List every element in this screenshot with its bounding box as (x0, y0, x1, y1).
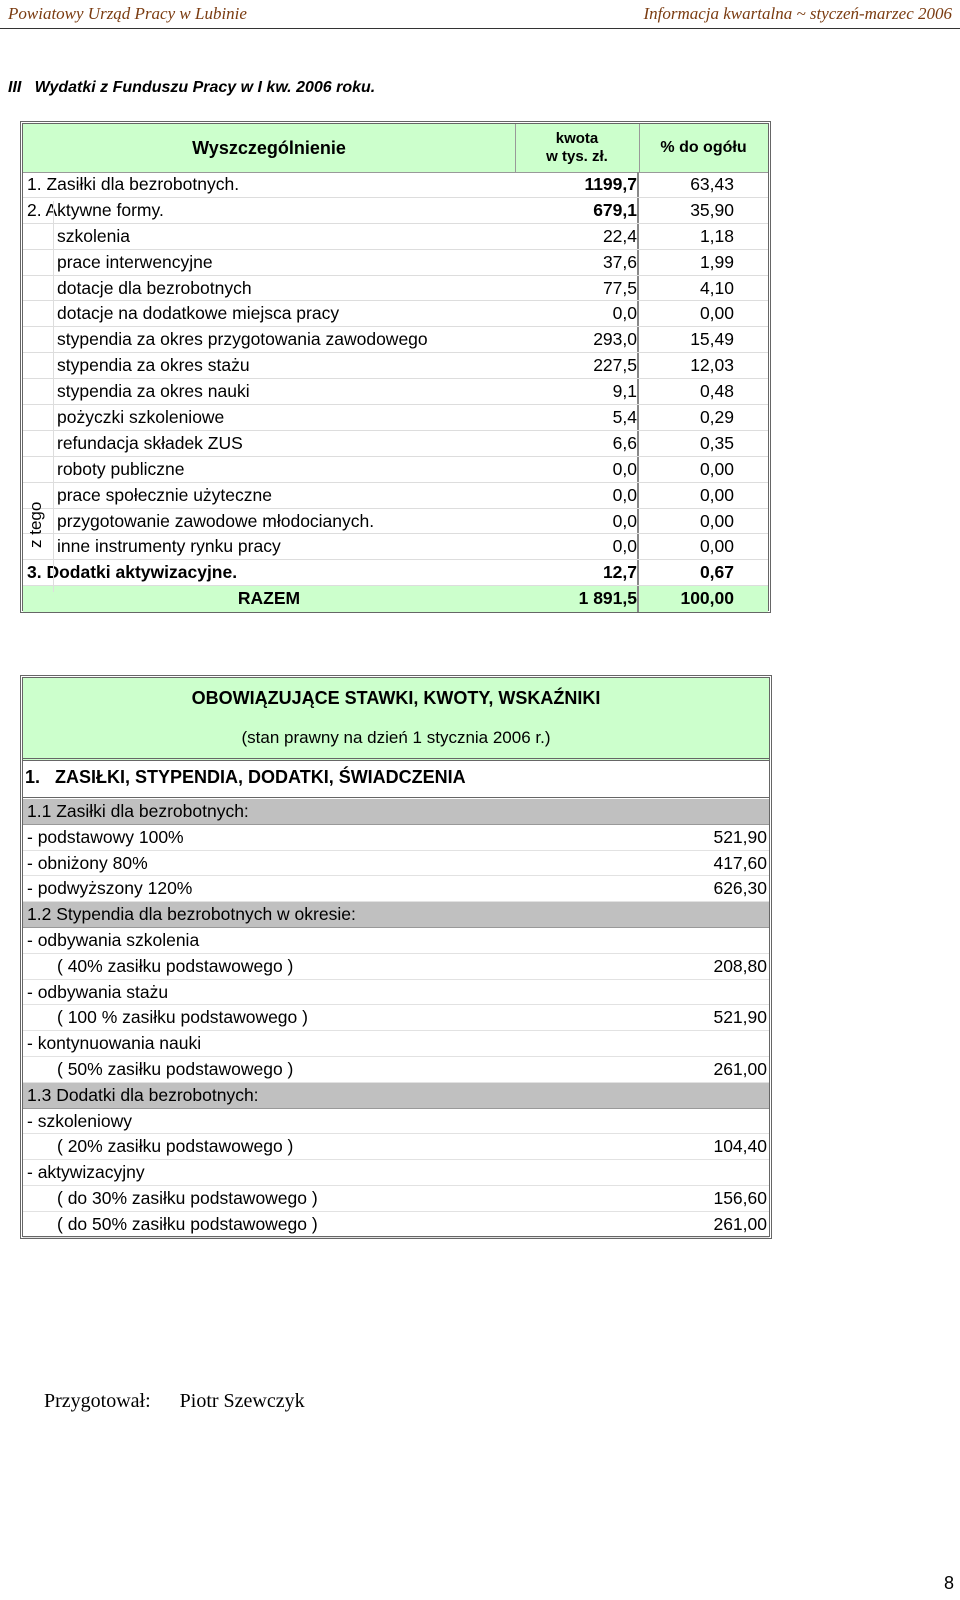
expenditure-row (23, 431, 768, 457)
rates-row (23, 1186, 769, 1212)
row-amount: 227,5 (593, 355, 637, 376)
header-office-name: Powiatowy Urząd Pracy w Lubinie (8, 4, 247, 23)
row-percent: 0,00 (699, 536, 734, 557)
row-amount: 0,0 (612, 303, 637, 324)
expenditure-row (23, 457, 768, 483)
row-amount: 0,0 (612, 484, 637, 505)
rates-row (23, 1160, 769, 1186)
row-amount: 12,7 (602, 562, 637, 583)
rate-label: - szkoleniowy (27, 1110, 133, 1131)
rates-row (23, 825, 769, 851)
subitems-divider (53, 201, 54, 592)
rates-table-subtitle: (stan prawny na dzień 1 stycznia 2006 r.) (241, 728, 551, 747)
row-label: stypendia za okres stażu (57, 355, 250, 376)
rate-value: 261,00 (713, 1213, 767, 1234)
row-amount: 0,0 (612, 510, 637, 531)
rate-value: 626,30 (713, 878, 767, 899)
rates-table-title: OBOWIĄZUJĄCE STAWKI, KWOTY, WSKAŹNIKI (191, 688, 601, 708)
row-percent: 63,43 (690, 174, 734, 194)
rate-value: 417,60 (713, 852, 767, 873)
row-label: 3. Dodatki aktywizacyjne. (27, 562, 238, 583)
expenditure-table-body (23, 172, 768, 612)
rates-row (23, 1134, 769, 1160)
row-label: prace społecznie użyteczne (57, 484, 272, 505)
row-label: refundacja składek ZUS (57, 432, 243, 453)
rates-table (20, 675, 772, 1239)
rates-row (23, 1031, 769, 1057)
row-amount: 0,0 (612, 536, 637, 557)
rates-section-label: 1. ZASIŁKI, STYPENDIA, DODATKI, ŚWIADCZENIA (25, 767, 466, 787)
rate-label: 1.3 Dodatki dla bezrobotnych: (27, 1084, 259, 1105)
rates-table-header (23, 678, 769, 761)
expenditure-row (23, 483, 768, 509)
rate-label: - kontynuowania nauki (27, 1033, 202, 1054)
expenditure-table-header (23, 124, 768, 173)
rate-label: - obniżony 80% (27, 852, 148, 873)
row-label: stypendia za okres nauki (57, 381, 250, 402)
row-percent: 4,10 (699, 277, 734, 298)
rate-label: - aktywizacyjny (27, 1162, 145, 1183)
row-amount: 22,4 (602, 225, 637, 246)
row-amount: 37,6 (602, 251, 637, 272)
rate-label: - odbywania szkolenia (27, 929, 200, 950)
rate-value: 208,80 (713, 955, 767, 976)
rates-row (23, 1057, 769, 1083)
expenditure-table (20, 121, 771, 613)
rate-label: - odbywania stażu (27, 981, 169, 1002)
total-percent: 100,00 (680, 588, 734, 609)
row-amount: 9,1 (612, 381, 637, 402)
row-percent: 0,00 (699, 484, 734, 505)
rates-subheading-row (23, 1083, 769, 1109)
signature-name: Piotr Szewczyk (179, 1390, 305, 1412)
row-percent: 0,35 (699, 432, 734, 453)
rates-row (23, 851, 769, 877)
expenditure-row (23, 250, 768, 276)
header-report-period: Informacja kwartalna ~ styczeń-marzec 2006 (643, 4, 952, 23)
section-title: III Wydatki z Funduszu Pracy w I kw. 2006 roku. (8, 79, 376, 96)
signature (44, 1390, 305, 1413)
row-amount: 679,1 (593, 199, 637, 220)
row-percent: 0,29 (699, 407, 734, 428)
row-percent: 0,67 (699, 562, 734, 583)
row-percent: 35,90 (690, 199, 734, 220)
expenditure-row (23, 301, 768, 327)
page-header (8, 4, 952, 26)
header-amount-line1: kwota (555, 130, 599, 147)
expenditure-row (23, 276, 768, 302)
rates-row (23, 1109, 769, 1135)
total-label: RAZEM (237, 588, 301, 609)
row-label: pożyczki szkoleniowe (57, 407, 225, 428)
row-label: przygotowanie zawodowe młodocianych. (57, 510, 375, 531)
rate-label: ( 100 % zasiłku podstawowego ) (57, 1007, 308, 1028)
row-amount: 0,0 (612, 458, 637, 479)
rates-row (23, 1212, 769, 1238)
rates-row (23, 1005, 769, 1031)
rate-value: 521,90 (713, 826, 767, 847)
expenditure-row (23, 224, 768, 250)
rates-row (23, 876, 769, 902)
expenditure-row (23, 353, 768, 379)
rate-value: 261,00 (713, 1058, 767, 1079)
side-label-z-tego: z tego (26, 501, 45, 549)
rate-value: 156,60 (713, 1187, 767, 1208)
row-amount: 6,6 (612, 432, 637, 453)
expenditure-row (23, 327, 768, 353)
row-label: 1. Zasiłki dla bezrobotnych. (27, 174, 240, 194)
rate-label: - podstawowy 100% (27, 826, 184, 847)
header-description: Wyszczególnienie (23, 124, 516, 172)
signature-label: Przygotował: (44, 1390, 151, 1412)
rate-label: ( 40% zasiłku podstawowego ) (57, 955, 294, 976)
expenditure-row (23, 534, 768, 560)
total-amount: 1 891,5 (578, 588, 637, 609)
rate-label: ( 50% zasiłku podstawowego ) (57, 1058, 294, 1079)
expenditure-row (23, 379, 768, 405)
rates-subheading-row (23, 902, 769, 928)
row-label: inne instrumenty rynku pracy (57, 536, 281, 557)
rate-label: 1.1 Zasiłki dla bezrobotnych: (27, 801, 249, 821)
rate-label: 1.2 Stypendia dla bezrobotnych w okresie: (27, 904, 356, 925)
row-percent: 1,18 (699, 225, 734, 246)
expenditure-row (23, 560, 768, 586)
row-percent: 0,48 (699, 381, 734, 402)
rate-label: - podwyższony 120% (27, 878, 193, 899)
rates-table-body (23, 799, 769, 1238)
expenditure-row (23, 509, 768, 535)
row-label: roboty publiczne (57, 458, 185, 479)
header-rule (0, 28, 960, 29)
header-amount (515, 124, 640, 172)
total-row (23, 586, 768, 612)
row-percent: 1,99 (699, 251, 734, 272)
rates-subheading-row (23, 799, 769, 825)
header-percent: % do ogółu (660, 139, 747, 156)
expenditure-row (23, 198, 768, 224)
row-percent: 0,00 (699, 458, 734, 479)
row-label: stypendia za okres przygotowania zawodowego (57, 329, 428, 350)
row-label: dotacje dla bezrobotnych (57, 277, 252, 298)
rates-row (23, 954, 769, 980)
rate-label: ( 20% zasiłku podstawowego ) (57, 1136, 294, 1157)
row-amount: 293,0 (593, 329, 637, 350)
header-amount-line2: w tys. zł. (546, 148, 608, 165)
row-label: szkolenia (57, 225, 130, 246)
rate-value: 104,40 (713, 1136, 767, 1157)
expenditure-row (23, 172, 768, 198)
rate-label: ( do 50% zasiłku podstawowego ) (57, 1213, 318, 1234)
row-label: 2. Aktywne formy. (27, 199, 164, 220)
row-label: prace interwencyjne (57, 251, 213, 272)
expenditure-row (23, 405, 768, 431)
rates-section-heading (23, 761, 769, 800)
rate-label: ( do 30% zasiłku podstawowego ) (57, 1187, 318, 1208)
rate-value: 521,90 (713, 1007, 767, 1028)
row-amount: 1199,7 (584, 174, 637, 194)
row-percent: 0,00 (699, 303, 734, 324)
row-percent: 12,03 (690, 355, 734, 376)
row-percent: 0,00 (699, 510, 734, 531)
row-amount: 77,5 (602, 277, 637, 298)
row-amount: 5,4 (612, 407, 637, 428)
page-number: 8 (943, 1573, 954, 1593)
row-label: dotacje na dodatkowe miejsca pracy (57, 303, 340, 324)
row-percent: 15,49 (690, 329, 734, 350)
rates-row (23, 928, 769, 954)
rates-row (23, 980, 769, 1006)
